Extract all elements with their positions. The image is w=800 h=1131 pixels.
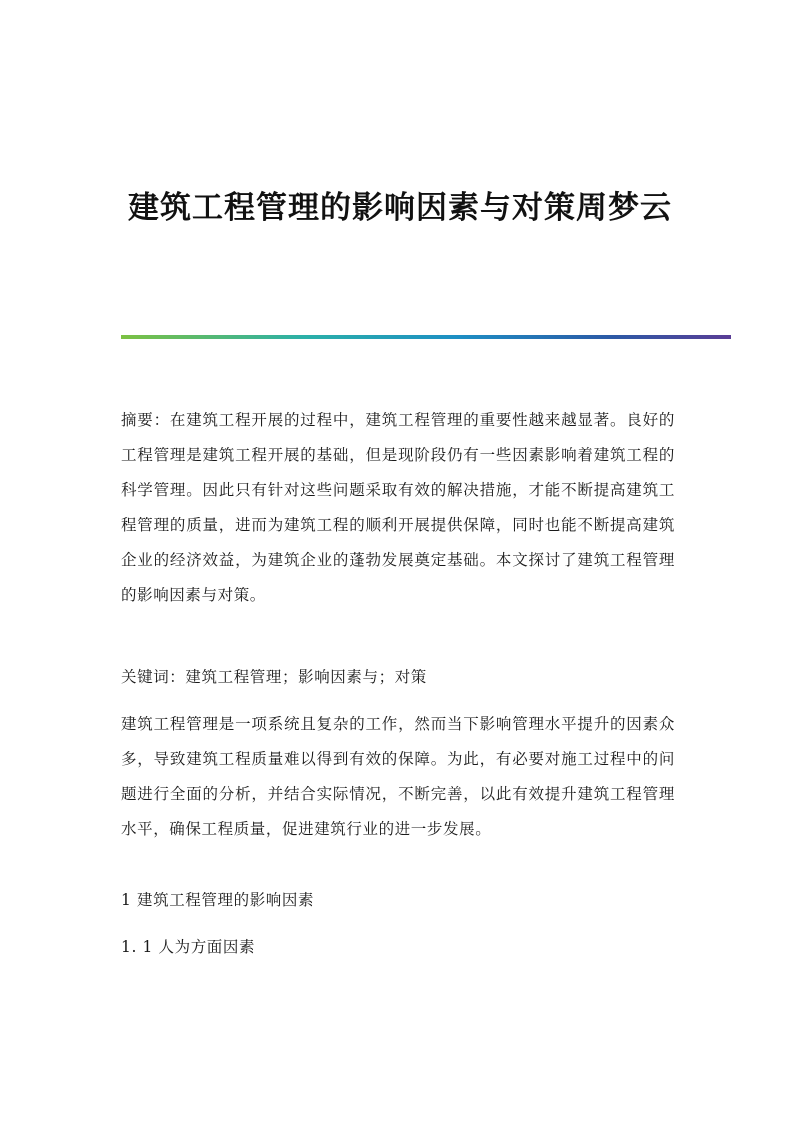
keywords-text: 建筑工程管理；影响因素与；对策: [185, 668, 427, 686]
section-heading-1: 1 建筑工程管理的影响因素: [121, 891, 315, 909]
abstract-label: 摘要：: [121, 411, 170, 429]
intro-paragraph: 建筑工程管理是一项系统且复杂的工作，然而当下影响管理水平提升的因素众多，导致建筑工程质量难以得到有效的保障。为此，有必要对施工过程中的问题进行全面的分析，并结合实际情况，不断完善，以此有效提升建筑工程管理水平，确保工程质量，促进建筑行业的进一步发展。: [121, 715, 675, 838]
keywords-label: 关键词：: [121, 668, 186, 686]
abstract-paragraph: [121, 403, 675, 613]
keywords-paragraph: [121, 660, 675, 695]
title-divider: [121, 335, 731, 339]
section-heading-1-1: 1. 1 人为方面因素: [121, 938, 256, 956]
abstract-text: 在建筑工程开展的过程中，建筑工程管理的重要性越来越显著。良好的工程管理是建筑工程开展的基础，但是现阶段仍有一些因素影响着建筑工程的科学管理。因此只有针对这些问题采取有效的解决措施，才能不断提高建筑工程管理的质量，进而为建筑工程的顺利开展提供保障，同时也能不断提高建筑企业的经济效益，为建筑企业的蓬勃发展奠定基础。本文探讨了建筑工程管理的影响因素与对策。: [121, 411, 675, 604]
document-title: 建筑工程管理的影响因素与对策周梦云: [128, 190, 672, 226]
